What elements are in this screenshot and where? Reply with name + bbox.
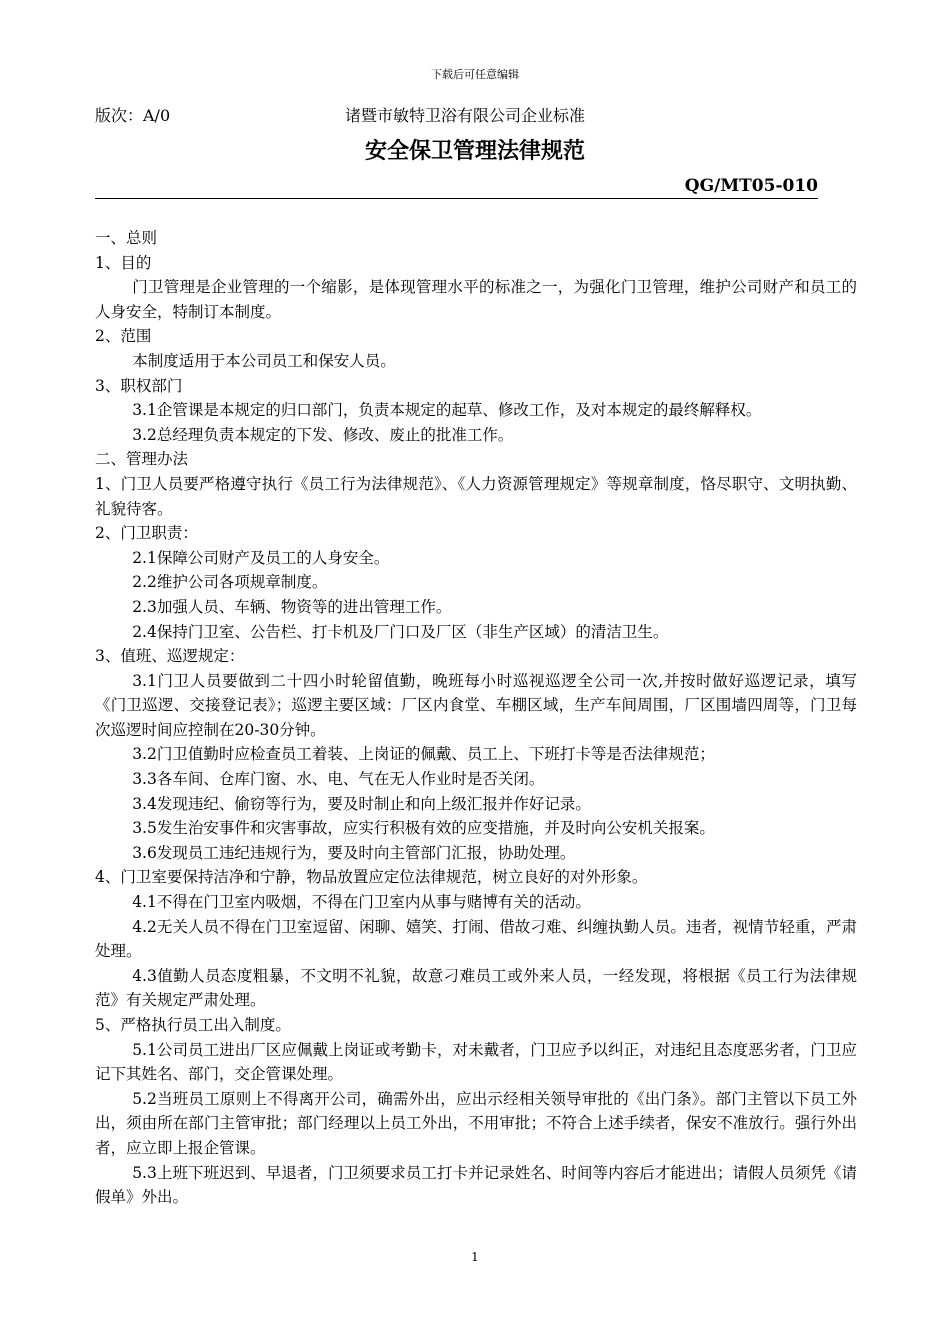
- document-title: 安全保卫管理法律规范: [364, 138, 585, 164]
- subsection-heading: 3、值班、巡逻规定：: [95, 647, 245, 666]
- page-number: 1: [471, 1250, 479, 1264]
- paragraph: 5.3上班下班迟到、早退者，门卫须要求员工打卡并记录姓名、时间等内容后才能进出；请假人员须凭《请假单》外出。: [95, 1163, 857, 1207]
- paragraph: 3.4发现违纪、偷窃等行为，要及时制止和向上级汇报并作好记录。: [132, 794, 591, 813]
- paragraph: 1、门卫人员要严格遵守执行《员工行为法律规范》、《人力资源管理规定》等规章制度，恪尽职守、文明执勤、礼貌待客。: [95, 474, 857, 518]
- subsection-heading: 2、范围: [95, 327, 152, 346]
- subsection-heading: 1、目的: [95, 253, 152, 272]
- paragraph: 3.1门卫人员要做到二十四小时轮留值勤，晚班每小时巡视巡逻全公司一次,并按时做好巡逻记录，填写《门卫巡逻、交接登记表》；巡逻主要区域：厂区内食堂、车棚区域，生产车间周围，厂区围墙四周等，门卫每次巡逻时间应控制在20-30分钟。: [95, 671, 857, 739]
- document-body: [95, 226, 857, 1210]
- paragraph: 2.3加强人员、车辆、物资等的进出管理工作。: [132, 597, 452, 616]
- subsection-heading: 3、职权部门: [95, 376, 183, 395]
- subsection-heading: 4、门卫室要保持洁净和宁静，物品放置应定位法律规范，树立良好的对外形象。: [95, 868, 648, 887]
- section-heading: 二、管理办法: [95, 450, 189, 469]
- header-divider: [95, 198, 818, 199]
- paragraph: 4.3值勤人员态度粗暴，不文明不礼貌，故意刁难员工或外来人员，一经发现，将根据《员工行为法律规范》有关规定严肃处理。: [95, 966, 857, 1010]
- version-label: 版次：A/0: [95, 106, 171, 125]
- paragraph: 3.6发现员工违纪违规行为，要及时向主管部门汇报，协助处理。: [132, 843, 576, 862]
- paragraph: 3.3各车间、仓库门窗、水、电、气在无人作业时是否关闭。: [132, 770, 545, 789]
- paragraph: 门卫管理是企业管理的一个缩影，是体现管理水平的标准之一，为强化门卫管理，维护公司财产和员工的人身安全，特制订本制度。: [95, 278, 857, 321]
- paragraph: 3.2门卫值勤时应检查员工着装、上岗证的佩戴、员工上、下班打卡等是否法律规范；: [132, 745, 715, 764]
- paragraph: 2.2维护公司各项规章制度。: [132, 573, 328, 592]
- subsection-heading: 2、门卫职责：: [95, 524, 198, 543]
- top-note: 下载后可任意编辑: [431, 68, 519, 81]
- paragraph: 3.2总经理负责本规定的下发、修改、废止的批准工作。: [132, 425, 514, 444]
- subsection-heading: 5、严格执行员工出入制度。: [95, 1016, 291, 1034]
- paragraph: 3.5发生治安事件和灾害事故，应实行积极有效的应变措施，并及时向公安机关报案。: [132, 819, 715, 838]
- company-standard-label: 诸暨市敏特卫浴有限公司企业标准: [345, 106, 586, 125]
- paragraph: 4.2无关人员不得在门卫室逗留、闲聊、嬉笑、打闹、借故刁难、纠缠执勤人员。违者，视情节轻重，严肃处理。: [95, 917, 857, 961]
- section-heading: 一、总则: [95, 229, 158, 247]
- paragraph: 5.2当班员工原则上不得离开公司，确需外出，应出示经相关领导审批的《出门条》。部门主管以下员工外出，须由所在部门主管审批；部门经理以上员工外出，不用审批；不符合上述手续者，保安不准放行。强行外出者，应立即上报企管课。: [95, 1089, 857, 1157]
- document-code: QG/MT05-010: [684, 176, 818, 196]
- paragraph: 4.1不得在门卫室内吸烟，不得在门卫室内从事与赌博有关的活动。: [132, 893, 591, 912]
- paragraph: 2.4保持门卫室、公告栏、打卡机及厂门口及厂区（非生产区域）的清洁卫生。: [132, 622, 669, 641]
- paragraph: 本制度适用于本公司员工和保安人员。: [132, 351, 396, 370]
- paragraph: 3.1企管课是本规定的归口部门，负责本规定的起草、修改工作，及对本规定的最终解释权。: [132, 401, 762, 420]
- paragraph: 5.1公司员工进出厂区应佩戴上岗证或考勤卡，对未戴者，门卫应予以纠正，对违纪且态度恶劣者，门卫应记下其姓名、部门，交企管课处理。: [95, 1040, 857, 1084]
- paragraph: 2.1保障公司财产及员工的人身安全。: [132, 548, 390, 567]
